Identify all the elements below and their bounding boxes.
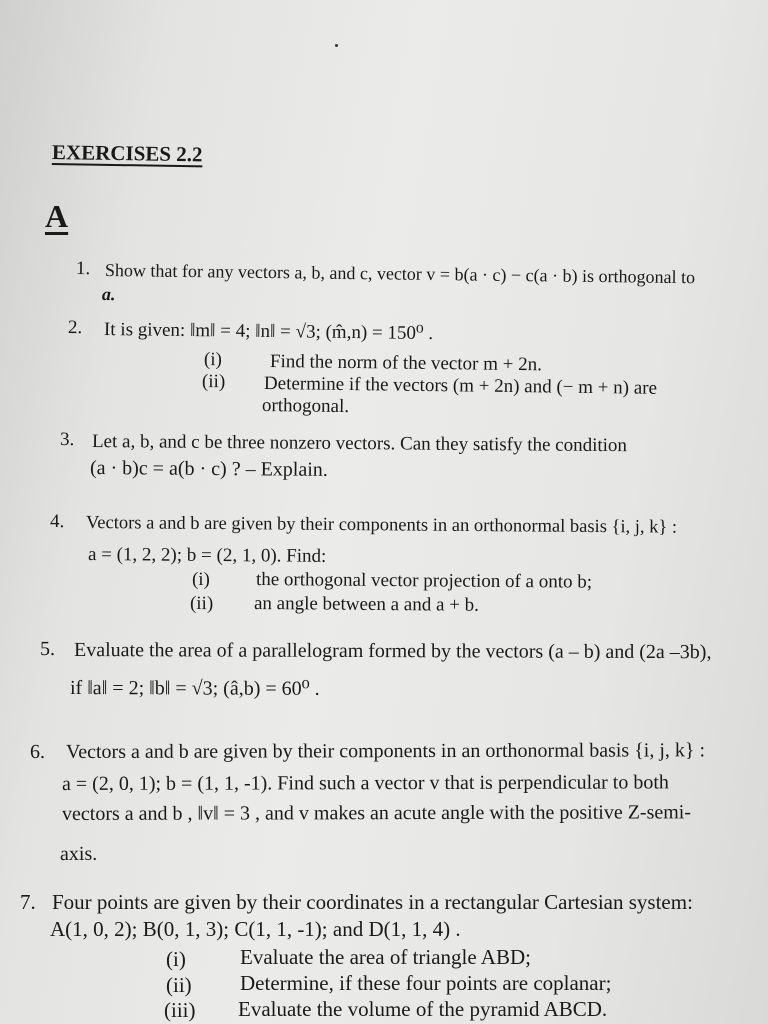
- exercise-5-line-2: if ‖a‖ = 2; ‖b‖ = √3; (â,b) = 60⁰ .: [69, 677, 320, 700]
- exercise-6-number: 6.: [29, 740, 46, 763]
- exercise-4-part-ii-label: (ii): [189, 593, 214, 615]
- exercise-7-part-i-label: (i): [166, 947, 186, 971]
- exercise-4-part-i-text: the orthogonal vector projection of a onto b;: [255, 569, 593, 593]
- exercise-2-part-ii-label: (ii): [201, 371, 226, 393]
- section-heading: A: [45, 198, 69, 234]
- page-title: EXERCISES 2.2: [51, 140, 203, 167]
- exercise-5-line-1: Evaluate the area of a parallelogram formed by the vectors (a – b) and (2a –3b),: [73, 639, 712, 664]
- exercise-4-number: 4.: [49, 511, 65, 533]
- exercise-7-number: 7.: [20, 890, 36, 914]
- exercise-2-given: It is given: ‖m‖ = 4; ‖n‖ = √3; (m̂,n) = 150⁰ .: [103, 319, 434, 345]
- exercise-6-line-4: axis.: [59, 842, 98, 865]
- exercise-2-part-i-label: (i): [203, 349, 223, 371]
- exercise-4-part-i-label: (i): [191, 569, 211, 591]
- exercise-2-part-i-text: Find the norm of the vector m + 2n.: [269, 351, 543, 376]
- ink-speck: [335, 44, 338, 47]
- exercise-7-part-ii-label: (ii): [166, 973, 192, 997]
- exercise-1-number: 1.: [75, 258, 91, 280]
- exercise-1-line-1: Show that for any vectors a, b, and c, vector v = b(a · c) − c(a · b) is orthogonal to: [104, 260, 696, 288]
- exercise-7-line-1: Four points are given by their coordinates in a rectangular Cartesian system:: [52, 890, 693, 914]
- exercise-6-line-1: Vectors a and b are given by their components in an orthonormal basis {i, j, k} :: [65, 739, 706, 763]
- exercise-5-number: 5.: [39, 638, 56, 661]
- exercise-7-part-i-text: Evaluate the area of triangle ABD;: [240, 945, 531, 969]
- exercise-2-part-ii-text-cont: orthogonal.: [261, 395, 350, 418]
- exercise-1-line-2: a.: [101, 284, 116, 305]
- exercise-3-line-1: Let a, b, and c be three nonzero vectors. Can they satisfy the condition: [91, 431, 628, 457]
- exercise-2-number: 2.: [67, 317, 83, 339]
- exercise-3-line-2: (a · b)c = a(b · c) ? – Explain.: [89, 457, 328, 481]
- exercise-6-line-2: a = (2, 0, 1); b = (1, 1, -1). Find such a vector v that is perpendicular to both: [61, 771, 669, 795]
- exercise-7-part-iii-label: (iii): [164, 998, 196, 1022]
- exercise-3-number: 3.: [59, 429, 75, 451]
- exercise-7-part-iii-text: Evaluate the volume of the pyramid ABCD.: [238, 997, 608, 1021]
- exercise-7-part-ii-text: Determine, if these four points are coplanar;: [240, 971, 612, 995]
- exercise-2-part-ii-text: Determine if the vectors (m + 2n) and (− m + n) are: [263, 373, 658, 399]
- exercise-4-line-1: Vectors a and b are given by their components in an orthonormal basis {i, j, k} :: [85, 513, 678, 538]
- exercise-6-line-3: vectors a and b , ‖v‖ = 3 , and v makes an acute angle with the positive Z-semi-: [61, 801, 692, 825]
- exercise-4-part-ii-text: an angle between a and a + b.: [253, 593, 479, 616]
- exercise-4-line-2: a = (1, 2, 2); b = (2, 1, 0). Find:: [87, 544, 327, 567]
- exercise-7-line-2: A(1, 0, 2); B(0, 1, 3); C(1, 1, -1); and D(1, 1, 4) .: [50, 917, 461, 941]
